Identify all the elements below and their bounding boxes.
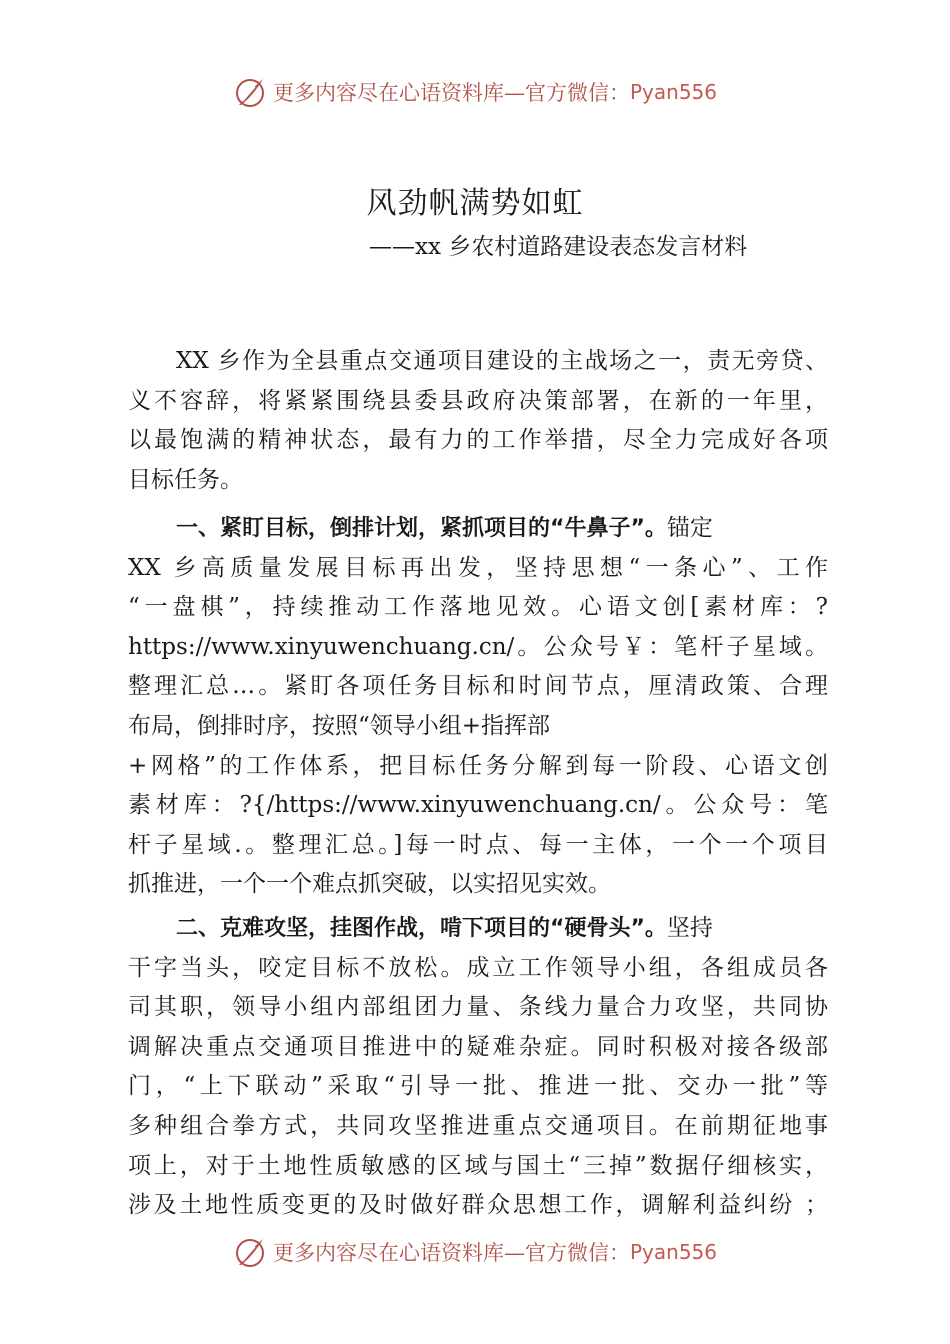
footer-watermark (0, 1232, 950, 1272)
paragraph-line: XX 乡作为全县重点交通项目建设的主战场之一，责无旁贷、 (176, 348, 828, 374)
feather-logo-icon (233, 75, 267, 109)
paragraph-heading-line (128, 909, 828, 949)
paragraph-line: 干字当头，咬定目标不放松。成立工作领导小组，各组成员各 (128, 954, 828, 981)
paragraph-line: “一盘棋”，持续推动工作落地见效。心语文创[素材库：? (128, 594, 828, 621)
feather-logo-icon (233, 1235, 267, 1269)
document-subtitle: ——xx 乡农村道路建设表态发言材料 (369, 234, 748, 260)
paragraph-heading-line (128, 509, 828, 549)
paragraph-line: 素材库：?{/https://www.xinyuwenchuang.cn/。公众号：笔 (128, 792, 828, 819)
paragraph-line: 杆子星域.。整理汇总。]每一时点、每一主体，一个一个项目 (128, 831, 828, 858)
paragraph-line: 目标任务。 (128, 466, 243, 493)
paragraph-line: 门，“上下联动”采取“引导一批、推进一批、交办一批”等 (128, 1073, 828, 1100)
paragraph-line: 涉及土地性质变更的及时做好群众思想工作，调解利益纠纷 ； (128, 1192, 828, 1219)
header-watermark (0, 72, 950, 112)
paragraph-line: 抓推进，一个一个难点抓突破，以实招见实效。 (128, 871, 611, 898)
heading-tail: 坚持 (666, 915, 713, 941)
paragraph-line: 多种组合拳方式，共同攻坚推进重点交通项目。在前期征地事 (128, 1112, 828, 1139)
paragraph-intro (128, 342, 828, 500)
paragraph-line: 布局，倒排时序，按照“领导小组+指挥部 (128, 712, 551, 739)
watermark-account: Pyan556 (629, 80, 717, 104)
paragraph-line: 司其职，领导小组内部组团力量、条线力量合力攻坚，共同协 (128, 994, 828, 1021)
watermark-account: Pyan556 (629, 1240, 717, 1264)
paragraph-line: 整理汇总…。紧盯各项任务目标和时间节点，厘清政策、合理 (128, 673, 828, 700)
paragraph-line: +网格”的工作体系，把目标任务分解到每一阶段、心语文创 (128, 752, 828, 779)
paragraph-section-two (128, 909, 828, 1226)
paragraph-line: https://www.xinyuwenchuang.cn/。公众号￥：笔杆子星域。 (128, 633, 828, 660)
watermark-text: 更多内容尽在心语资料库—官方微信： (272, 1241, 630, 1265)
paragraph-line: XX 乡高质量发展目标再出发，坚持思想“一条心”、工作 (128, 554, 828, 581)
watermark-text: 更多内容尽在心语资料库—官方微信： (272, 81, 630, 105)
section-heading-two: 二、克难攻坚，挂图作战，啃下项目的“硬骨头”。 (176, 916, 667, 941)
heading-tail: 锚定 (666, 515, 713, 541)
document-title: 风劲帆满势如虹 (366, 186, 584, 221)
paragraph-line: 以最饱满的精神状态，最有力的工作举措，尽全力完成好各项 (128, 427, 828, 454)
paragraph-section-one (128, 509, 828, 905)
paragraph-line: 项上，对于土地性质敏感的区域与国土“三掉”数据仔细核实， (128, 1152, 828, 1179)
section-heading-one: 一、紧盯目标，倒排计划，紧抓项目的“牛鼻子”。 (176, 516, 667, 541)
paragraph-line: 调解决重点交通项目推进中的疑难杂症。同时积极对接各级部 (128, 1033, 828, 1060)
paragraph-line: 义不容辞，将紧紧围绕县委县政府决策部署，在新的一年里， (128, 387, 828, 414)
